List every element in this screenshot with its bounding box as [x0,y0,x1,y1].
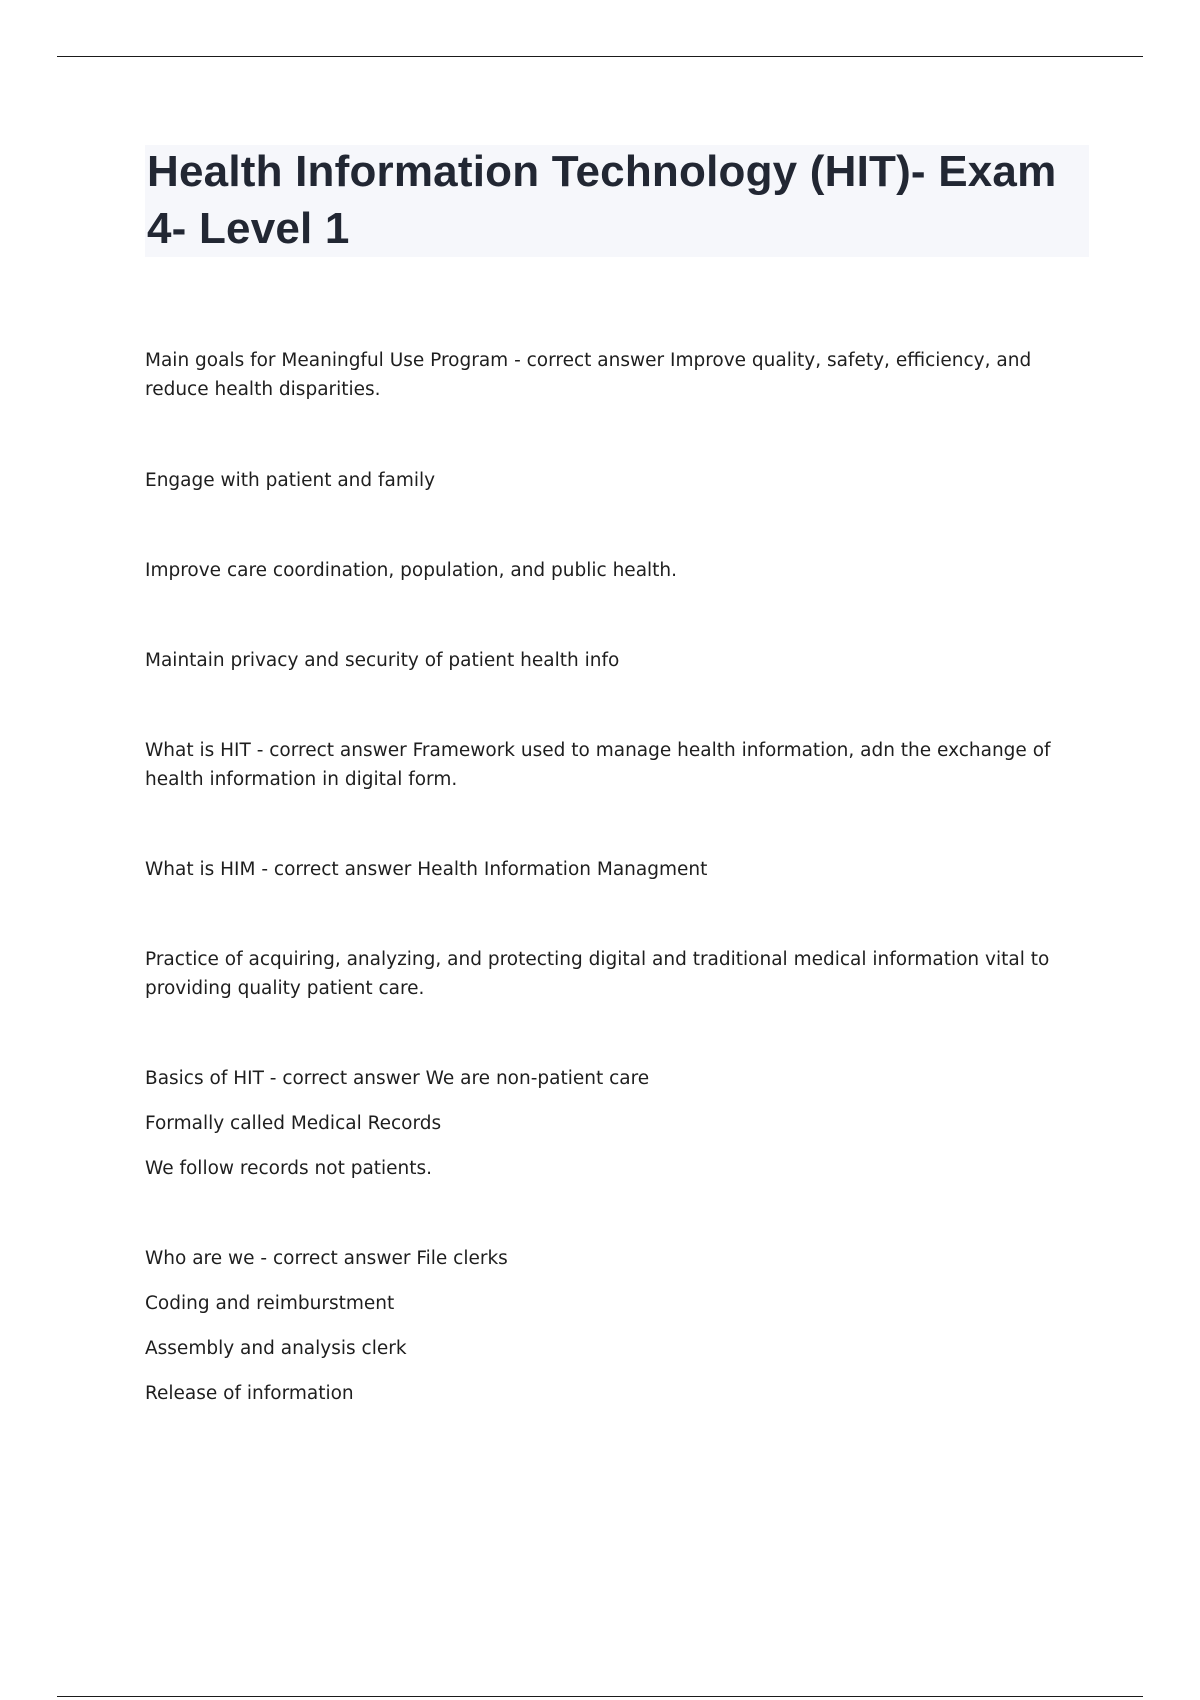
entry-him-practice [145,945,1095,1003]
entry-engage-patient [145,466,1095,495]
bottom-rule [57,1696,1143,1697]
entry-text: Main goals for Meaningful Use Program - correct answer Improve quality, safety, efficiency, and reduce health disparities. [145,350,1032,400]
entry-meaningful-use-goals [145,346,1095,404]
entry-line: Basics of HIT - correct answer We are non-patient care [145,1068,650,1089]
entry-text: Maintain privacy and security of patient health info [145,650,620,671]
entry-line: Coding and reimburstment [145,1293,395,1314]
document-body [145,346,1095,1408]
entry-text: What is HIM - correct answer Health Information Managment [145,859,708,880]
entry-what-is-him [145,855,1095,884]
entry-text: What is HIT - correct answer Framework used to manage health information, adn the exchange of health information in digital form. [145,740,1051,790]
entry-who-are-we [145,1244,1095,1408]
entry-line: Release of information [145,1383,354,1404]
entry-line: We follow records not patients. [145,1158,433,1179]
entry-text: Practice of acquiring, analyzing, and protecting digital and traditional medical information vital to providing quality patient care. [145,949,1050,999]
entry-what-is-hit [145,736,1095,794]
entry-line: Formally called Medical Records [145,1113,442,1134]
document-title: Health Information Technology (HIT)- Exam 4- Level 1 [147,147,1057,253]
entry-line: Who are we - correct answer File clerks [145,1248,508,1269]
entry-privacy-security [145,646,1095,675]
entry-basics-of-hit [145,1064,1095,1183]
entry-care-coordination [145,556,1095,585]
entry-text: Engage with patient and family [145,470,436,491]
entry-text: Improve care coordination, population, and public health. [145,560,678,581]
top-rule [57,56,1143,57]
entry-line: Assembly and analysis clerk [145,1338,407,1359]
